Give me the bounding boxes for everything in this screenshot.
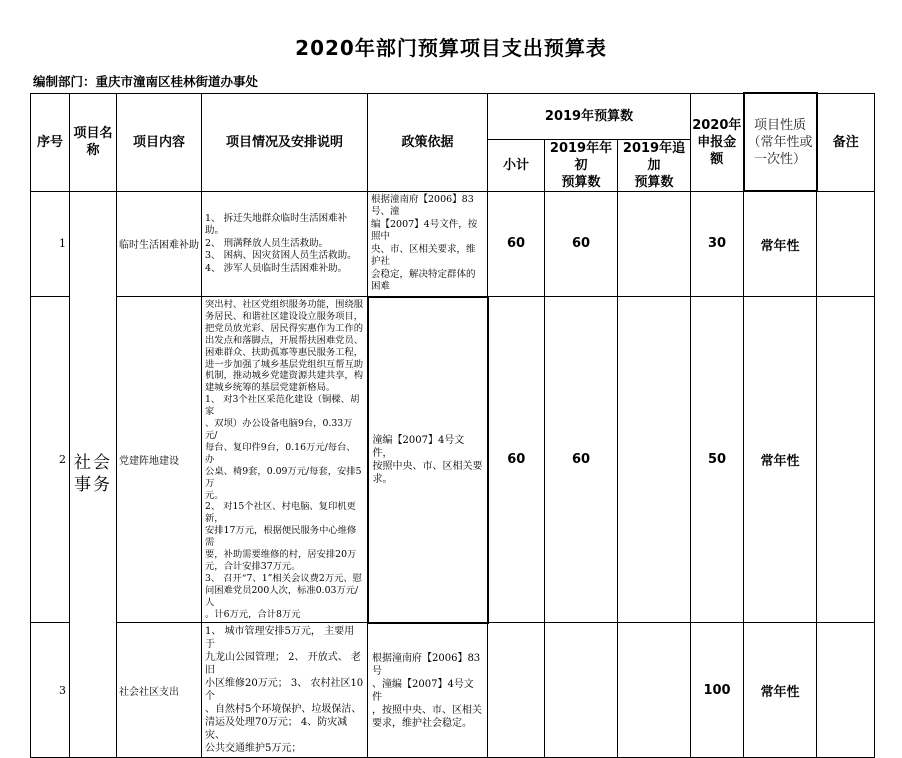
row-content: 社会社区支出 (117, 623, 202, 758)
policy-line: 潼编【2007】4号文件， (372, 434, 465, 459)
policy-line: 要求，维护社会稳定。 (372, 717, 472, 729)
header-project-name-line1: 项目名 (73, 126, 113, 141)
header-added-line1: 2019年追加 (622, 140, 686, 173)
desc-line: 问困难党员200人次，标准0.03万元/人 (205, 584, 359, 608)
row-initial (545, 623, 618, 758)
category-cell (70, 191, 117, 758)
desc-line: 。计6万元，合计8万元 (205, 608, 301, 620)
header-budget-2020 (691, 93, 744, 191)
desc-line: 每台、复印件9台，0.16万元/每台、办 (205, 441, 356, 465)
desc-line: 2、 对15个社区、村电脑、复印机更新， (205, 501, 356, 525)
row-remark (817, 623, 875, 758)
row-initial: 60 (545, 297, 618, 623)
policy-line: 、潼编【2007】4号文件 (372, 678, 474, 703)
row-subtotal: 60 (488, 297, 545, 623)
header-nature-line2: （常年性或 (747, 134, 813, 150)
desc-line: 要，补助需要维修的村，居安排20万 (205, 549, 357, 561)
desc-line: 突出村、社区党组织服务功能，围绕服 (205, 299, 364, 310)
row-nature: 常年性 (744, 623, 817, 758)
row-remark (817, 297, 875, 623)
header-subtotal: 小计 (488, 139, 545, 191)
row-subtotal (488, 623, 545, 758)
header-project-name (70, 93, 117, 191)
header-budget-2020-line3: 额 (710, 151, 724, 167)
desc-line: 进一步加强了城乡基层党组织互帮互助 (205, 358, 364, 370)
desc-line: 2、 刑满释放人员生活救助。 (205, 237, 329, 249)
desc-line: 务居民、和谐社区建设设立服务项目， (205, 310, 364, 322)
policy-line: 央、市、区相关要求，维护社 (371, 243, 476, 267)
desc-line: 小区维修20万元； 3、 农村社区10个 (205, 678, 364, 703)
page-title: 2020年部门预算项目支出预算表 (295, 36, 607, 60)
row-policy (368, 297, 488, 623)
header-seq: 序号 (31, 93, 70, 191)
category-line1: 社会 (74, 453, 112, 474)
row-seq: 2 (31, 297, 70, 623)
policy-line: 根据潼南府【2006】83号 (372, 652, 481, 677)
desc-line: 1、 拆迁失地群众临时生活困难补助。 (205, 212, 348, 236)
header-nature (744, 93, 817, 191)
table-row (31, 623, 875, 758)
header-initial-line2: 预算数 (561, 174, 601, 190)
desc-line: 4、 涉军人员临时生活困难补助。 (205, 262, 348, 274)
desc-line: 元，合计安排37万元。 (205, 560, 301, 572)
row-seq: 3 (31, 623, 70, 758)
header-initial-budget (545, 139, 618, 191)
header-project-name-line2: 称 (86, 143, 100, 158)
row-budget-2020: 30 (691, 191, 744, 297)
desc-line: 出发点和落脚点，开展帮扶困难党员、 (205, 334, 364, 346)
desc-line: 公桌、椅9套，0.09万元/每套，安排5万 (205, 465, 362, 489)
row-description (202, 623, 368, 758)
policy-line: 根据潼南府【2006】83号、潼 (371, 193, 474, 217)
row-budget-2020: 100 (691, 623, 744, 758)
row-seq: 1 (31, 191, 70, 297)
header-added-budget (618, 139, 691, 191)
header-nature-line1: 项目性质 (754, 117, 807, 133)
table-row (31, 297, 875, 623)
row-budget-2020: 50 (691, 297, 744, 623)
desc-line: 安排17万元，根据便民服务中心维修需 (205, 525, 357, 549)
desc-line: 元。 (205, 489, 224, 501)
header-content: 项目内容 (117, 93, 202, 191)
desc-line: 公共交通维护5万元； (205, 743, 302, 755)
policy-line: 会稳定，解决特定群体的困难 (371, 268, 476, 292)
department-label: 编制部门：重庆市潼南区桂林街道办事处 (33, 74, 259, 89)
policy-line: ，按照中央、市、区相关 (372, 704, 482, 716)
desc-line: 1、 对3个社区采范化建设（铜樑、胡家 (205, 394, 360, 418)
desc-line: 、自然村5个环境保护、垃圾保洁、 (205, 704, 362, 716)
policy-line: 求。 (372, 473, 393, 485)
desc-line: 建城乡统筹的基层党建新格局。 (205, 382, 336, 394)
row-added (618, 297, 691, 623)
row-policy (368, 623, 488, 758)
desc-line: 九龙山公园管理； 2、 开放式、 老旧 (205, 652, 361, 677)
row-description (202, 191, 368, 297)
desc-line: 困难群众、扶助孤寡等惠民服务工程， (205, 346, 364, 358)
row-nature: 常年性 (744, 297, 817, 623)
row-added (618, 191, 691, 297)
desc-line: 1、 城市管理安排5万元， 主要用于 (205, 626, 355, 651)
desc-line: 把党员放光彩、居民得实惠作为工作的 (205, 322, 364, 334)
desc-line: 3、 困病、因灾贫困人员生活救助。 (205, 250, 357, 261)
header-description: 项目情况及安排说明 (202, 93, 368, 191)
row-nature: 常年性 (744, 191, 817, 297)
header-policy: 政策依据 (368, 93, 488, 191)
budget-table (30, 92, 875, 758)
header-added-line2: 预算数 (634, 174, 674, 190)
row-subtotal: 60 (488, 191, 545, 297)
table-row (31, 191, 875, 297)
row-description (202, 297, 368, 623)
row-content: 党建阵地建设 (117, 297, 202, 623)
policy-line: 编【2007】4号文件，按照中 (371, 218, 478, 242)
row-remark (817, 191, 875, 297)
category-line2: 事务 (74, 475, 112, 496)
header-budget-2020-line1: 2020年 (692, 117, 742, 133)
desc-line: 清运及处理70万元； 4、防灾减灾、 (205, 717, 348, 742)
row-content: 临时生活困难补助 (117, 191, 202, 297)
row-policy (368, 191, 488, 297)
header-nature-line3: 一次性） (754, 151, 807, 167)
desc-line: 、双坝）办公设备电脑9台，0.33万元/ (205, 418, 353, 441)
header-remark: 备注 (817, 93, 875, 191)
policy-line: 按照中央、市、区相关要 (372, 460, 483, 472)
header-budget-2019: 2019年预算数 (488, 93, 691, 139)
header-budget-2020-line2: 申报金 (697, 134, 737, 150)
header-initial-line1: 2019年年初 (549, 140, 613, 173)
row-added (618, 623, 691, 758)
desc-line: 机制，推动城乡党建资源共建共享，构 (205, 370, 364, 382)
row-initial: 60 (545, 191, 618, 297)
desc-line: 3、 召开“7、1”相关会议费2万元、慰 (205, 572, 362, 584)
